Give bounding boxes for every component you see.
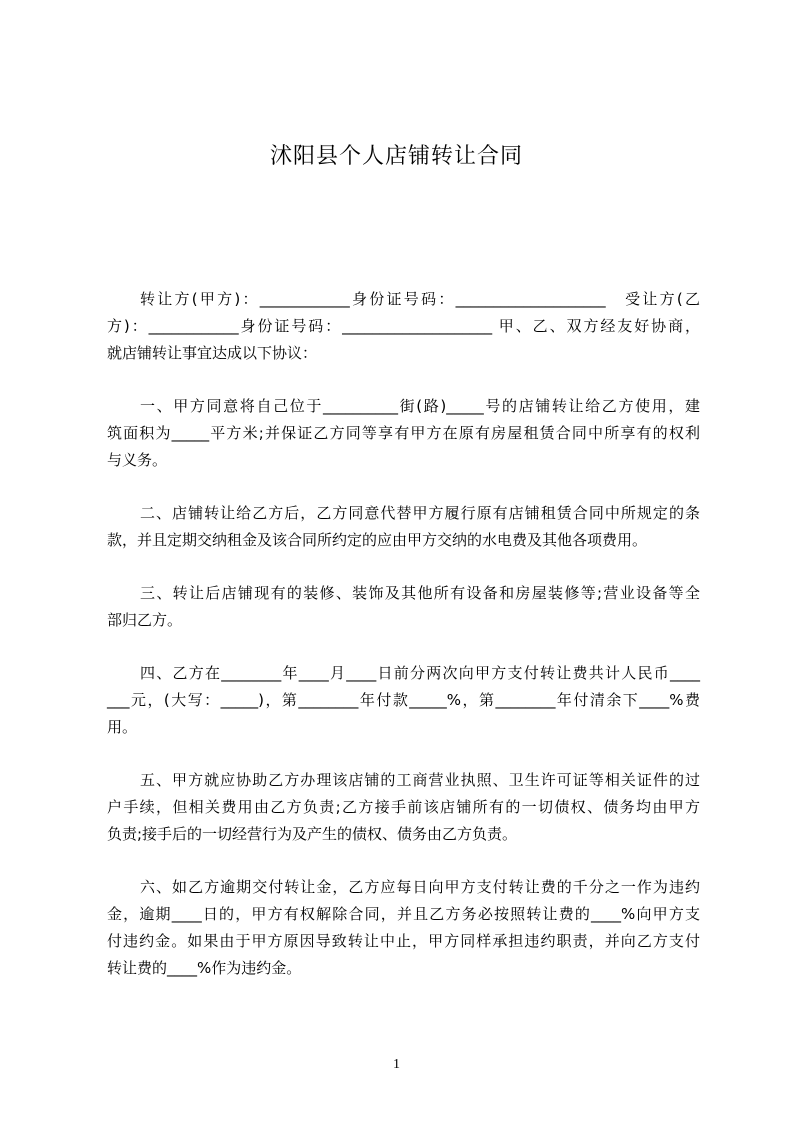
- clause-4-payment: [107, 660, 700, 741]
- document-body: [107, 286, 700, 1008]
- page-number: 1: [393, 1057, 400, 1072]
- clause-1-shop-location: [107, 393, 700, 474]
- clause-line: 户手续，但相关费用由乙方负责;乙方接手前该店铺所有的一切债权、债务均由甲方: [107, 798, 700, 816]
- clause-line: 就店铺转让事宜达成以下协议：: [107, 344, 318, 362]
- clause-line: 转让费的____%作为违约金。: [107, 959, 302, 977]
- clause-5-licenses-debts: [107, 767, 700, 848]
- clause-line: 五、甲方就应协助乙方办理该店铺的工商营业执照、卫生许可证等相关证件的过: [140, 771, 700, 789]
- clause-line: 筑面积为_____平方米;并保证乙方同等享有甲方在原有房屋租赁合同中所享有的权利: [107, 424, 700, 442]
- clause-line: 金，逾期____日的，甲方有权解除合同，并且乙方务必按照转让费的____%向甲方支: [107, 905, 700, 923]
- clause-line: ___元，(大写：_____)，第________年付款_____%，第________年付清余下____%费: [107, 691, 700, 709]
- clause-line: 付违约金。如果由于甲方原因导致转让中止，甲方同样承担违约职责，并向乙方支付: [107, 932, 700, 950]
- clause-line: 四、乙方在________年____月____日前分两次向甲方支付转让费共计人民币____: [140, 664, 700, 682]
- document-title: 沭阳县个人店铺转让合同: [269, 144, 523, 169]
- clause-6-breach-penalty: [107, 874, 700, 982]
- clause-line: 二、店铺转让给乙方后，乙方同意代替甲方履行原有店铺租赁合同中所规定的条: [140, 504, 700, 522]
- clause-line: 负责;接手后的一切经营行为及产生的债权、债务由乙方负责。: [107, 825, 518, 843]
- clause-3-equipment: [107, 580, 700, 634]
- clause-line: 三、转让后店铺现有的装修、装饰及其他所有设备和房屋装修等;营业设备等全: [140, 584, 700, 602]
- clause-line: 与义务。: [107, 451, 168, 469]
- clause-line: 款，并且定期交纳租金及该合同所约定的应由甲方交纳的水电费及其他各项费用。: [107, 531, 648, 549]
- clause-2-lease-obligations: [107, 500, 700, 554]
- clause-line: 转让方(甲方)：____________身份证号码：____________________ 受让方(乙: [140, 290, 700, 308]
- clause-line: 一、甲方同意将自己位于__________街(路)_____号的店铺转让给乙方使用，建: [140, 397, 700, 415]
- clause-line: 六、如乙方逾期交付转让金，乙方应每日向甲方支付转让费的千分之一作为违约: [140, 878, 700, 896]
- clause-line: 用。: [107, 718, 138, 736]
- parties-intro: [107, 286, 700, 367]
- clause-line: 部归乙方。: [107, 611, 183, 629]
- clause-line: 方)：____________身份证号码：____________________ 甲、乙、双方经友好协商，: [107, 317, 700, 335]
